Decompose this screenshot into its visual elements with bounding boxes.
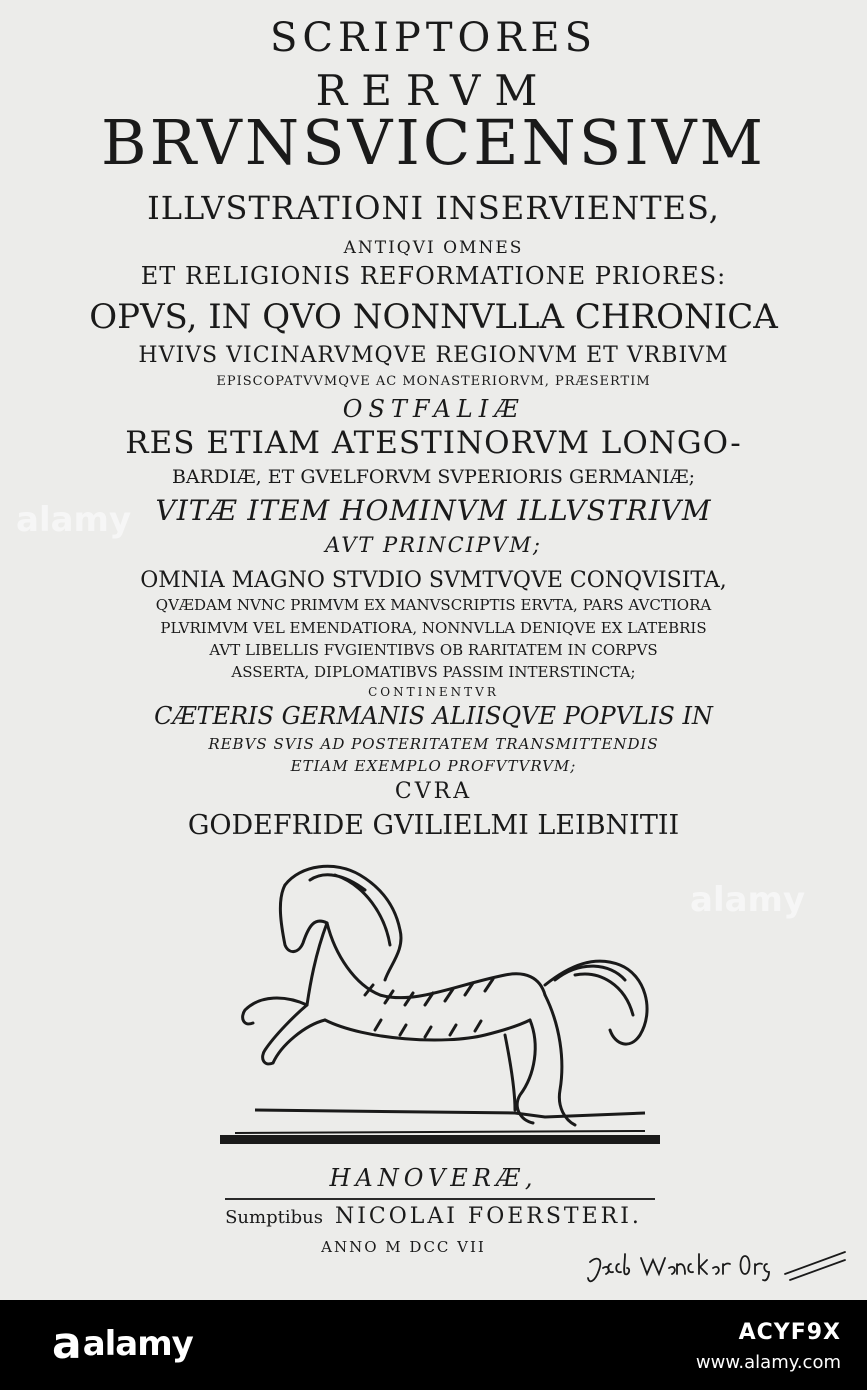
title-line-9: EPISCOPATVVMQVE AC MONASTERIORVM, PRÆSERTIM [216,374,651,389]
watermark-url: www.alamy.com [695,1352,841,1373]
title-line-22: REBVS SVIS AD POSTERITATEM TRANSMITTENDIS [208,735,659,753]
title-line-7: OPVS, IN QVO NONNVLLA CHRONICA [89,297,778,337]
imprint-place: HANOVERÆ, [329,1164,538,1192]
title-line-21: CÆTERIS GERMANIS ALIISQVE POPVLIS IN [154,702,713,730]
watermark-ghost-right: alamy [690,880,806,920]
watermark-logo-mark-icon: a [52,1318,81,1369]
title-line-3: BRVNSVICENSIVM [101,106,766,179]
title-line-2: RERVM [315,66,552,115]
title-line-17: PLVRIMVM VEL EMENDATIORA, NONNVLLA DENIQVE EX LATEBRIS [160,619,707,637]
handwritten-signature-image [585,1250,855,1290]
title-line-16: QVÆDAM NVNC PRIMVM EX MANVSCRIPTIS ERVTA, PARS AVCTIORA [155,596,712,614]
watermark-brand: alamy [82,1324,193,1364]
horse-woodcut-image [215,845,665,1165]
title-line-24: CVRA [394,779,473,804]
imprint-sumptibus: Sumptibus [225,1207,323,1228]
title-line-11: RES ETIAM ATESTINORVM LONGO- [125,425,742,461]
watermark-ghost-left: alamy [16,500,132,540]
title-line-1: SCRIPTORES [269,15,598,61]
title-line-20: CONTINENTVR [368,685,499,699]
title-line-10: OSTFALIÆ [342,395,525,423]
watermark-image-id: ACYF9X [738,1320,841,1345]
watermark-logo [52,1318,193,1369]
title-line-25: GODEFRIDE GVILIELMI LEIBNITII [187,810,680,841]
title-line-4: ILLVSTRATIONI INSERVIENTES, [147,189,720,227]
title-line-18: AVT LIBELLIS FVGIENTIBVS OB RARITATEM IN CORPVS [209,641,658,659]
title-line-8: HVIVS VICINARVMQVE REGIONVM ET VRBIVM [138,343,729,368]
title-line-13: VITÆ ITEM HOMINVM ILLVSTRIVM [155,494,712,527]
title-line-23: ETIAM EXEMPLO PROFVTVRVM; [290,757,577,775]
title-line-6: ET RELIGIONIS REFORMATIONE PRIORES: [140,262,727,290]
title-line-15: OMNIA MAGNO STVDIO SVMTVQVE CONQVISITA, [140,568,727,593]
title-line-19: ASSERTA, DIPLOMATIBVS PASSIM INTERSTINCTA; [231,663,636,681]
imprint-publisher-line [0,1206,867,1228]
title-line-14: AVT PRINCIPVM; [325,533,542,557]
title-line-12: BARDIÆ, ET GVELFORVM SVPERIORIS GERMANIÆ; [171,466,696,488]
title-line-5: ANTIQVI OMNES [343,238,524,258]
imprint-year: ANNO M DCC VII [321,1238,486,1256]
imprint-publisher: NICOLAI FOERSTERI. [334,1204,642,1229]
imprint-rule [225,1198,655,1200]
